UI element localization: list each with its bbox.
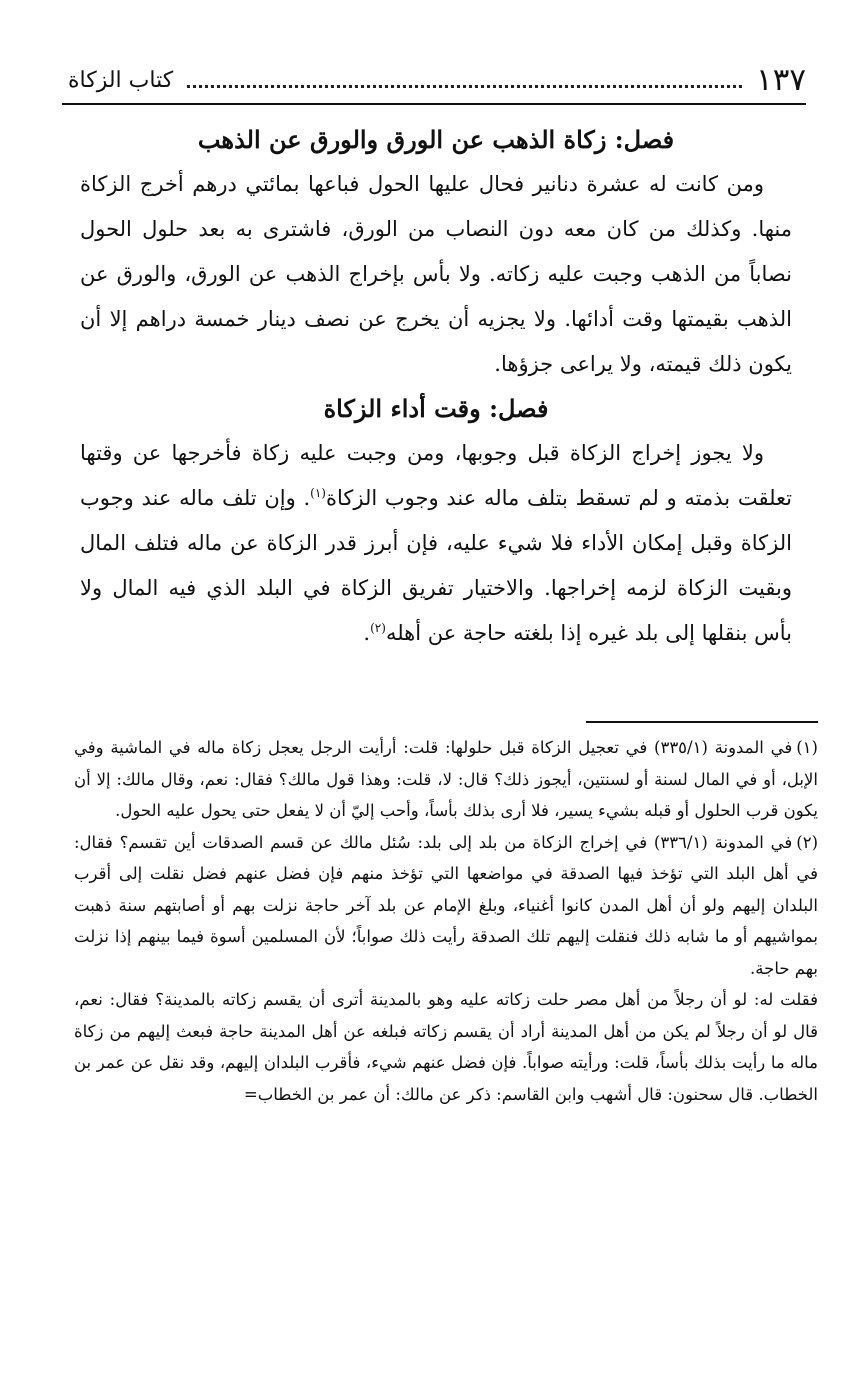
section-paragraph-gold-silver: ومن كانت له عشرة دنانير فحال عليها الحول فباعها بمائتي درهم أخرج الزكاة منها. وكذلك من كان معه دون النصاب من الورق، فاشترى به بعد حلول الحول نصاباً من الذهب وجبت عليه زكاته. ولا بأس بإخراج الذهب عن الورق، والورق عن الذهب بقيمتها وقت أدائها. ولا يجزيه أن يخرج عن نصف دينار خمسة دراهم إلا أن يكون ذلك قيمته، ولا يراعى جزؤها. xyxy=(80,172,792,376)
footnote-ref-2[interactable]: (٢) xyxy=(370,621,386,635)
section-heading-gold-silver: فصل: زكاة الذهب عن الورق والورق عن الذهب xyxy=(197,125,675,154)
paragraph-text-part2: . وإن تلف ماله عند وجوب الزكاة وقبل إمكان الأداء فلا شيء عليه، فإن أبرز قدر الزكاة عن ماله فتلف المال وبقيت الزكاة لزمه إخراجها. والاختيار تفريق الزكاة في البلد الذي فيه المال ولا بأس بنقلها إلى بلد غيره إذا بلغته حاجة عن أهله xyxy=(80,486,792,645)
footnote-1 xyxy=(74,732,818,827)
footnote-2-continuation xyxy=(74,984,818,1110)
header-dotted-leader xyxy=(187,85,742,88)
footnote-text: في المدونة (٣٣٥/١) في تعجيل الزكاة قبل حلولها: قلت: أرأيت الرجل يعجل زكاة ماله في الماشية وفي الإبل، أو في المال لسنة أو لسنتين، أيجوز ذلك؟ قال: لا، قلت: وهذا قول مالك؟ فقال: نعم، وقال مالك: إلا أن يكون قرب الحلول أو قبله بشيء يسير، فلا أرى بذلك بأساً، وأحب إليّ أن لا يفعل حتى يحول عليه الحول. xyxy=(74,738,818,820)
main-text xyxy=(80,118,792,656)
section-heading-payment-time: فصل: وقت أداء الزكاة xyxy=(323,394,549,423)
footnote-text: في المدونة (٣٣٦/١) في إخراج الزكاة من بلد إلى بلد: سُئل مالك عن قسم الصدقات أين تقسم؟ فقال: في أهل البلد التي تؤخذ فيها الصدقة في مواضعها التي تؤخذ منهم فإن فضل عنهم فضل نقلت إلى أقرب البلدان إليهم ولو أن أهل المدن كانوا أغنياء، وبلغ الإمام عن بلد آخر حاجة نزلت بهم أو أصابتهم سنة ذهبت بمواشيهم أو ما شابه ذلك فنقلت إليهم تلك الصدقة رأيت ذلك صواباً؛ لأن المسلمين أسوة فيما بينهم إذا نزلت بهم حاجة. xyxy=(74,832,818,978)
page-number: ١٣٧ xyxy=(756,61,806,98)
header-rule xyxy=(62,103,806,105)
footnote-number: (١) xyxy=(796,738,818,757)
footnote-number: (٢) xyxy=(796,832,818,852)
footnote-ref-1[interactable]: (١) xyxy=(310,486,326,500)
footnote-separator xyxy=(586,721,818,723)
footnotes xyxy=(74,732,818,1110)
footnote-text: فقلت له: لو أن رجلاً من أهل مصر حلت زكاته عليه وهو بالمدينة أترى أن يقسم زكاته بالمدينة؟ فقال: نعم، قال لو أن رجلاً لم يكن من أهل المدينة أراد أن يقسم زكاته فبلغه عن أهل المدينة حاجة فبعث إليهم من زكاة ماله ما رأيت بذلك بأساً، قلت: ورأيته صواباً. فإن فضل عنهم شيء، فأقرب البلدان إليهم، وقد نقل عن عمر بن الخطاب. قال سحنون: قال أشهب وابن القاسم: ذكر عن مالك: أن عمر بن الخطاب= xyxy=(74,990,818,1104)
footnote-2 xyxy=(74,827,818,985)
paragraph-text-end: . xyxy=(363,621,371,645)
book-title: كتاب الزكاة xyxy=(68,67,174,93)
running-header xyxy=(68,58,806,102)
section-paragraph-payment-time xyxy=(80,431,792,656)
paragraph-text-part1: ولا يجوز إخراج الزكاة قبل وجوبها، ومن وجبت عليه زكاة فأخرجها عن وقتها تعلقت بذمته و لم تسقط بتلف ماله عند وجوب الزكاة xyxy=(80,441,792,510)
